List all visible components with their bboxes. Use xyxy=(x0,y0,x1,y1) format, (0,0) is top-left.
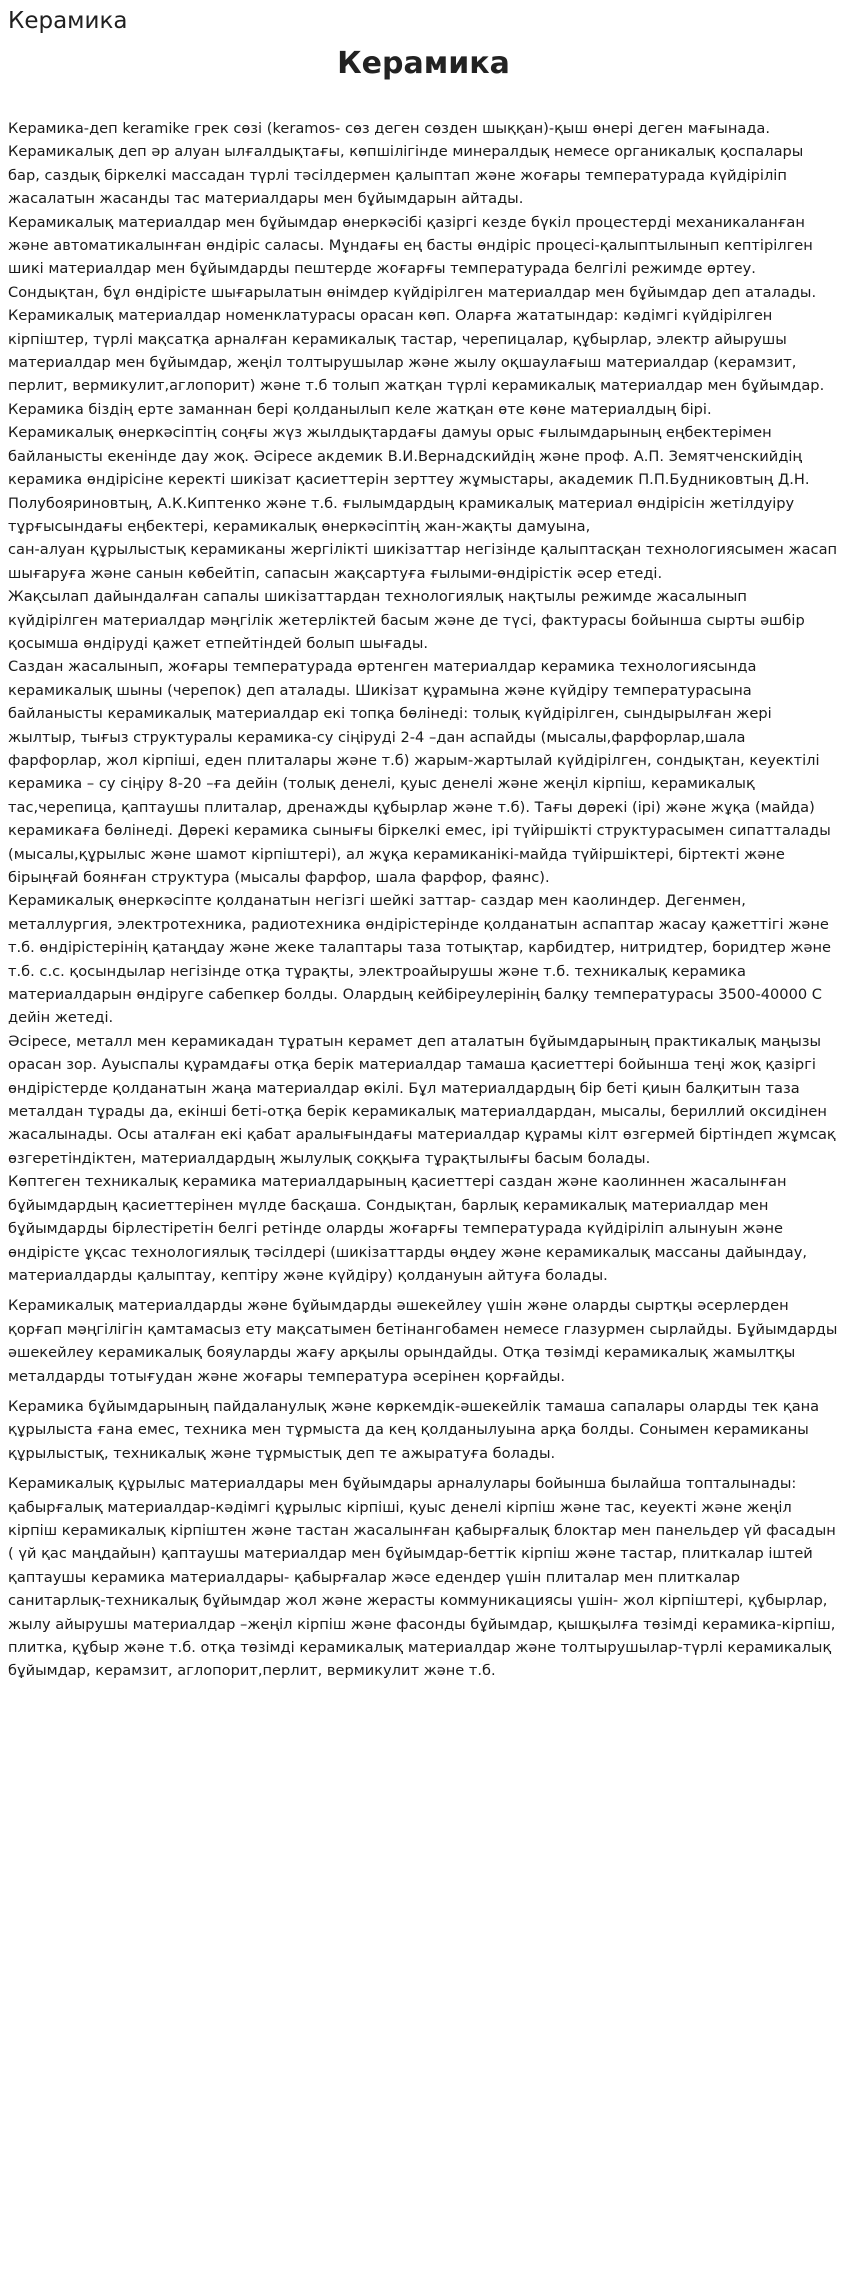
page-header-label: Керамика xyxy=(8,8,128,34)
paragraph: Керамика біздің ерте заманнан бері қолданылып келе жатқан өте көне материалдың бірі. xyxy=(8,400,712,418)
paragraph: Жақсылап дайындалған сапалы шикізаттардан технологиялық нақтылы режимде жасалынып күйдірілген материалдар мәңгілік жетерліктей басым және де түсі, фактурасы бойынша сырты әшбір қосымша өндіруді қажет етпейтіндей болып шығады. xyxy=(8,588,805,652)
paragraph: Керамикалық өнеркәсіптің соңғы жүз жылдықтардағы дамуы орыс ғылымдарының еңбектерімен байланысты екенінде дау жоқ. Әсіресе акдемик В.И.Вернадскийдің және проф. А.П. Земятченскийдің керамика өндірісіне керекті шикізат қасиеттерін зерттеу жұмыстары, академик П.П.Будниковтың Д.Н. Полубояриновтың, А.К.Киптенко және т.б. ғылымдардың крамикалық материал өндірісін жетілдуіру тұрғысындағы еңбектері, керамикалық өнеркәсіптің жан-жақты дамуына, xyxy=(8,424,810,535)
paragraph: Керамика-деп keramike грек сөзі (keramos- сөз деген сөзден шыққан)-қыш өнері деген мағынада. Керамикалық деп әр алуан ылғалдықтағы, көпшілігінде минералдық немесе органикалық қоспалары бар, саздық біркелкі массадан түрлі тәсілдермен қалыптап және жоғары температурада күйдіріліп жасалатын жасанды тас материалдары мен бұйымдарын айтады. xyxy=(8,120,804,208)
paragraph: Керамика бұйымдарының пайдаланулық және көркемдік-әшекейлік тамаша сапалары оларды тек қана құрылыста ғана емес, техника мен тұрмыста да кең қолданылуына арқа болды. Сонымен керамиканы құрылыстық, техникалық және тұрмыстық деп те ажыратуға болады. xyxy=(8,1397,820,1462)
paragraph: сан-алуан құрылыстық керамиканы жергілікті шикізаттар негізінде қалыптасқан технологиясымен жасап шығаруға және санын көбейтіп, сапасын жақсартуға ғылыми-өндірістік әсер етеді. xyxy=(8,541,838,582)
paragraph: Керамикалық материалдар мен бұйымдар өнеркәсібі қазіргі кезде бүкіл процестерді механикаланған және автоматикалынған өндіріс саласы. Мұндағы ең басты өндіріс процесі-қалыптылынып кептірілген шикі материалдар мен бұйымдарды пештерде жоғарғы температурада белгілі режимде өртеу. Сондықтан, бұл өндірісте шығарылатын өнімдер күйдірілген материалдар мен бұйымдар деп аталады. Керамикалық материалдар номенклатурасы орасан көп. Оларға жататындар: кәдімгі күйдірілген кірпіштер, түрлі мақсатқа арналған керамикалық тастар, черепицалар, құбырлар, электр айырушы материалдар мен бұйымдар, жеңіл толтырушылар және жылу оқшаулағыш материалдар (керамзит, перлит, вермикулит,аглопорит) және т.б толып жатқан түрлі керамикалық материалдар мен бұйымдар. xyxy=(8,213,825,395)
article-body xyxy=(8,117,838,1683)
paragraph: Саздан жасалынып, жоғары температурада өртенген материалдар керамика технологиясында керамикалық шыны (черепок) деп аталады. Шикізат құрамына және күйдіру температурасына байланысты керамикалық материалдар екі топқа бөлінеді: толық күйдірілген, сындырылған жері жылтыр, тығыз структуралы керамика-су сіңіруді 2-4 –дан аспайды (мысалы,фарфорлар,шала фарфорлар, жол кірпіші, еден плиталары және т.б) жарым-жартылай күйдірілген, сондықтан, кеуектілі керамика – су сіңіру 8-20 –ға дейін (толық денелі, қуыс денелі және жеңіл кірпіш, керамикалық тас,черепица, қаптаушы плиталар, дренажды құбырлар және т.б). Тағы дөрекі (ірі) және жұқа (майда) керамикаға бөлінеді. Дөрекі керамика сынығы біркелкі емес, ірі түйіршікті структурасымен сипатталады (мысалы,құрылыс және шамот кірпіштері), ал жұқа керамиканікі-майда түйіршіктері, біртекті және бірыңғай боянған структура (мысалы фарфор, шала фарфор, фаянс). xyxy=(8,658,831,886)
document-title: Керамика xyxy=(337,46,510,81)
paragraph: Керамикалық құрылыс материалдары мен бұйымдары арналулары бойынша былайша топталынады: қабырғалық материалдар-кәдімгі құрылыс кірпіші, қуыс денелі кірпіш және тас, кеуекті және жеңіл кірпіш керамикалық кірпіштен және тастан жасалынған қабырғалық блоктар мен панельдер үй фасадын ( үй қас маңдайын) қаптаушы материалдар мен бұйымдар-беттік кірпіш және тастар, плиткалар іштей қаптаушы керамика материалдары- қабырғалар жәсе едендер үшін плиталар мен плиткалар санитарлық-техникалық бұйымдар жол және жерасты коммуникациясы үшін- жол кірпіштері, құбырлар, жылу айырушы материалдар –жеңіл кірпіш және фасонды бұйымдар, қышқылға төзімді керамика-кірпіш, плитка, құбыр және т.б. отқа төзімді керамикалық материалдар және толтырушылар-түрлі керамикалық бұйымдар, керамзит, аглопорит,перлит, вермикулит және т.б. xyxy=(8,1475,836,1680)
paragraph: Керамикалық материалдарды және бұйымдарды әшекейлеу үшін және оларды сыртқы әсерлерден қорғап мәңгілігін қамтамасыз ету мақсатымен бетінангобамен немесе глазурмен сырлайды. Бұйымдарды әшекейлеу керамикалық бояуларды жағу арқылы орындайды. Отқа төзімді керамикалық жамылтқы металдарды тотығудан және жоғары температура әсерінен қорғайды. xyxy=(8,1297,838,1385)
paragraph: Керамикалық өнеркәсіпте қолданатын негізгі шейкі заттар- саздар мен каолиндер. Дегенмен, металлургия, электротехника, радиотехника өндірістерінде қолданатын аспаптар жасау қажеттігі және т.б. өндірістерінің қатаңдау және жеке талаптары таза тотықтар, карбидтер, нитридтер, боридтер және т.б. с.с. қосындылар негізінде отқа тұрақты, электроайырушы және т.б. техникалық керамика материалдарын өндіруге сабепкер болды. Олардың кейбіреулерінің балқу температурасы 3500-40000 С дейін жетеді. xyxy=(8,892,832,1027)
paragraph: Көптеген техникалық керамика материалдарының қасиеттері саздан және каолиннен жасалынған бұйымдардың қасиеттерінен мүлде басқаша. Сондықтан, барлық керамикалық материалдар мен бұйымдарды бірлестіретін белгі ретінде оларды жоғарғы температурада күйдіріліп алынуын және өндірісте ұқсас технологиялық тәсілдері (шикізаттарды өңдеу және керамикалық массаны дайындау, материалдарды қалыптау, кептіру және күйдіру) қолдануын айтуға болады. xyxy=(8,1173,808,1284)
paragraph: Әсіресе, металл мен керамикадан тұратын керамет деп аталатын бұйымдарының практикалық маңызы орасан зор. Ауыспалы құрамдағы отқа берік материалдар тамаша қасиеттері бойынша теңі жоқ қазіргі өндірістерде қолданатын жаңа материалдар өкілі. Бұл материалдардың бір беті қиын балқитын таза металдан тұрады да, екінші беті-отқа берік керамикалық материалдардан, мысалы, бериллий оксидінен жасалынады. Осы аталған екі қабат аралығындағы материалдар құрамы кілт өзгермей біртіндеп жұмсақ өзгеретіндіктен, материалдардың жылулық соққыға тұрақтылығы басым болады. xyxy=(8,1032,836,1167)
